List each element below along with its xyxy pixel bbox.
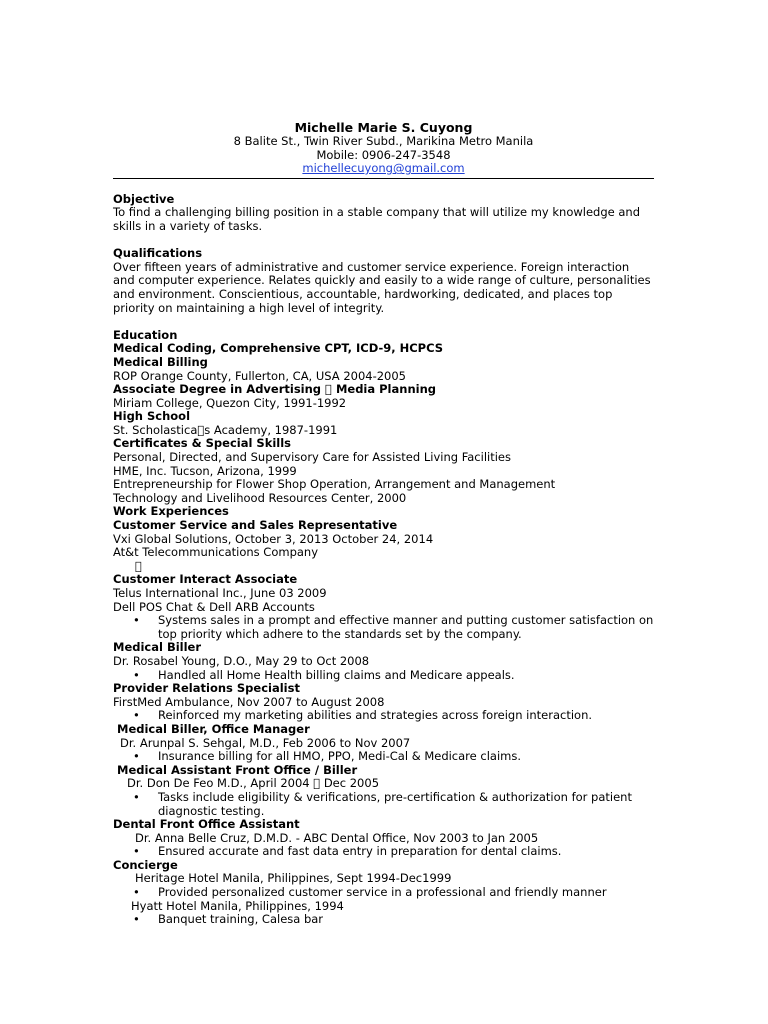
- bullet-text: Banquet training, Calesa bar: [158, 898, 324, 913]
- bullet-dot: •: [133, 599, 140, 614]
- certificate-line: Technology and Livelihood Resources Center, 2000: [113, 490, 407, 505]
- job-title: Medical Assistant Front Office / Biller: [117, 749, 358, 764]
- job-detail: Dr. Anna Belle Cruz, D.M.D. - ABC Dental Office, Nov 2003 to Jan 2005: [135, 817, 539, 832]
- qualifications-heading: Qualifications: [113, 246, 203, 261]
- bullet-text: Provided personalized customer service in a professional and friendly manner: [158, 871, 607, 886]
- bullet-dot: •: [133, 653, 140, 668]
- job-title: Concierge: [113, 844, 178, 859]
- job-detail: At&t Telecommunications Company: [113, 545, 319, 560]
- bullet-dot: •: [133, 871, 140, 886]
- resume-header: [113, 121, 654, 176]
- objective-text: To find a challenging billing position in a stable company that will utilize my knowledge and skills in a variety of tasks.: [113, 205, 641, 233]
- education-billing-school: ROP Orange County, Fullerton, CA, USA 2004-2005: [113, 368, 407, 383]
- job-detail: Telus International Inc., June 03 2009: [113, 572, 327, 587]
- certificates-heading: Certificates & Special Skills: [113, 436, 292, 451]
- job-title: Medical Biller: [113, 626, 202, 641]
- education-highschool-school: St. Scholastica s Academy, 1987-1991: [113, 422, 335, 437]
- job-detail: Dell POS Chat & Dell ARB Accounts: [113, 586, 315, 600]
- job-title: Dental Front Office Assistant: [113, 803, 300, 818]
- bullet-item: [113, 599, 654, 641]
- job-title: Provider Relations Specialist: [113, 667, 300, 682]
- email-link[interactable]: michellecuyong@gmail.com: [302, 161, 465, 176]
- bullet-item: [113, 653, 654, 683]
- bullet-item: [113, 871, 654, 900]
- bullet-dot: •: [133, 830, 140, 845]
- job-detail: Dr. Don De Feo M.D., April 2004 Dec 2005: [127, 762, 369, 777]
- bullet-text: Reinforced my marketing abilities and strategies across foreign interaction.: [158, 694, 593, 709]
- work-heading: Work Experiences: [113, 504, 229, 519]
- certificate-line: Entrepreneurship for Flower Shop Operation, Arrangement and Management: [113, 477, 556, 492]
- placeholder-glyph: [113, 560, 654, 574]
- mobile: Mobile: 0906-247-3548: [316, 147, 451, 162]
- bullet-text: Ensured accurate and fast data entry in preparation for dental claims.: [158, 830, 562, 845]
- bullet-dot: •: [133, 898, 140, 913]
- bullet-text: Systems sales in a prompt and effective manner and putting customer satisfaction on top priority which adhere to the standards set by the company.: [158, 599, 654, 628]
- resume-content: [113, 121, 654, 927]
- job-detail: Vxi Global Solutions, October 3, 2013 October 24, 2014: [113, 531, 434, 546]
- bullet-item: [113, 898, 654, 927]
- applicant-name: Michelle Marie S. Cuyong: [294, 120, 473, 135]
- objective-heading: Objective: [113, 191, 175, 206]
- address: 8 Balite St., Twin River Subd., Marikina Metro Manila: [233, 134, 534, 148]
- job-detail: Heritage Hotel Manila, Philippines, Sept 1994-Dec1999: [135, 857, 452, 872]
- education-highschool: High School: [113, 409, 191, 424]
- education-heading: Education: [113, 327, 178, 342]
- job-detail: Dr. Rosabel Young, D.O., May 29 to Oct 2008: [113, 640, 370, 655]
- education-associate: Associate Degree in Advertising Media Planning: [113, 382, 426, 397]
- bullet-item: [113, 830, 654, 859]
- job-title: Customer Service and Sales Representative: [113, 518, 398, 533]
- bullet-item: [113, 735, 654, 764]
- job-detail: FirstMed Ambulance, Nov 2007 to August 2008: [113, 681, 385, 696]
- qualifications-text: Over fifteen years of administrative and customer service experience. Foreign interaction and computer experience. Relates quickly and easily to a wide range of culture, personalities and environment. Conscientious, accountable, hardworking, dedicated, and places top priority on maintaining a high level of integrity.: [113, 259, 651, 315]
- education-billing: Medical Billing: [113, 354, 208, 369]
- bullet-dot: •: [133, 776, 140, 791]
- certificate-line: Personal, Directed, and Supervisory Care for Assisted Living Facilities: [113, 450, 511, 465]
- job-title: Medical Biller, Office Manager: [117, 708, 310, 723]
- certificate-line: HME, Inc. Tucson, Arizona, 1999: [113, 463, 297, 478]
- education-associate-school: Miriam College, Quezon City, 1991-1992: [113, 395, 347, 410]
- job-title: Customer Interact Associate: [113, 558, 298, 573]
- bullet-text: Tasks include eligibility & verifications, pre-certification & authorization for patient diagnostic testing.: [158, 776, 632, 804]
- bullet-dot: •: [133, 735, 140, 750]
- education-coding: Medical Coding, Comprehensive CPT, ICD-9, HCPCS: [113, 341, 444, 356]
- bullet-dot: •: [133, 694, 140, 709]
- bullet-text: Handled all Home Health billing claims and Medicare appeals.: [158, 653, 515, 668]
- bullet-text: Insurance billing for all HMO, PPO, Medi-Cal & Medicare claims.: [158, 735, 521, 750]
- bullet-item: [113, 694, 654, 723]
- job-detail: Dr. Arunpal S. Sehgal, M.D., Feb 2006 to Nov 2007: [120, 721, 411, 736]
- job-detail: Hyatt Hotel Manila, Philippines, 1994: [131, 885, 344, 900]
- bullet-item: [113, 776, 654, 818]
